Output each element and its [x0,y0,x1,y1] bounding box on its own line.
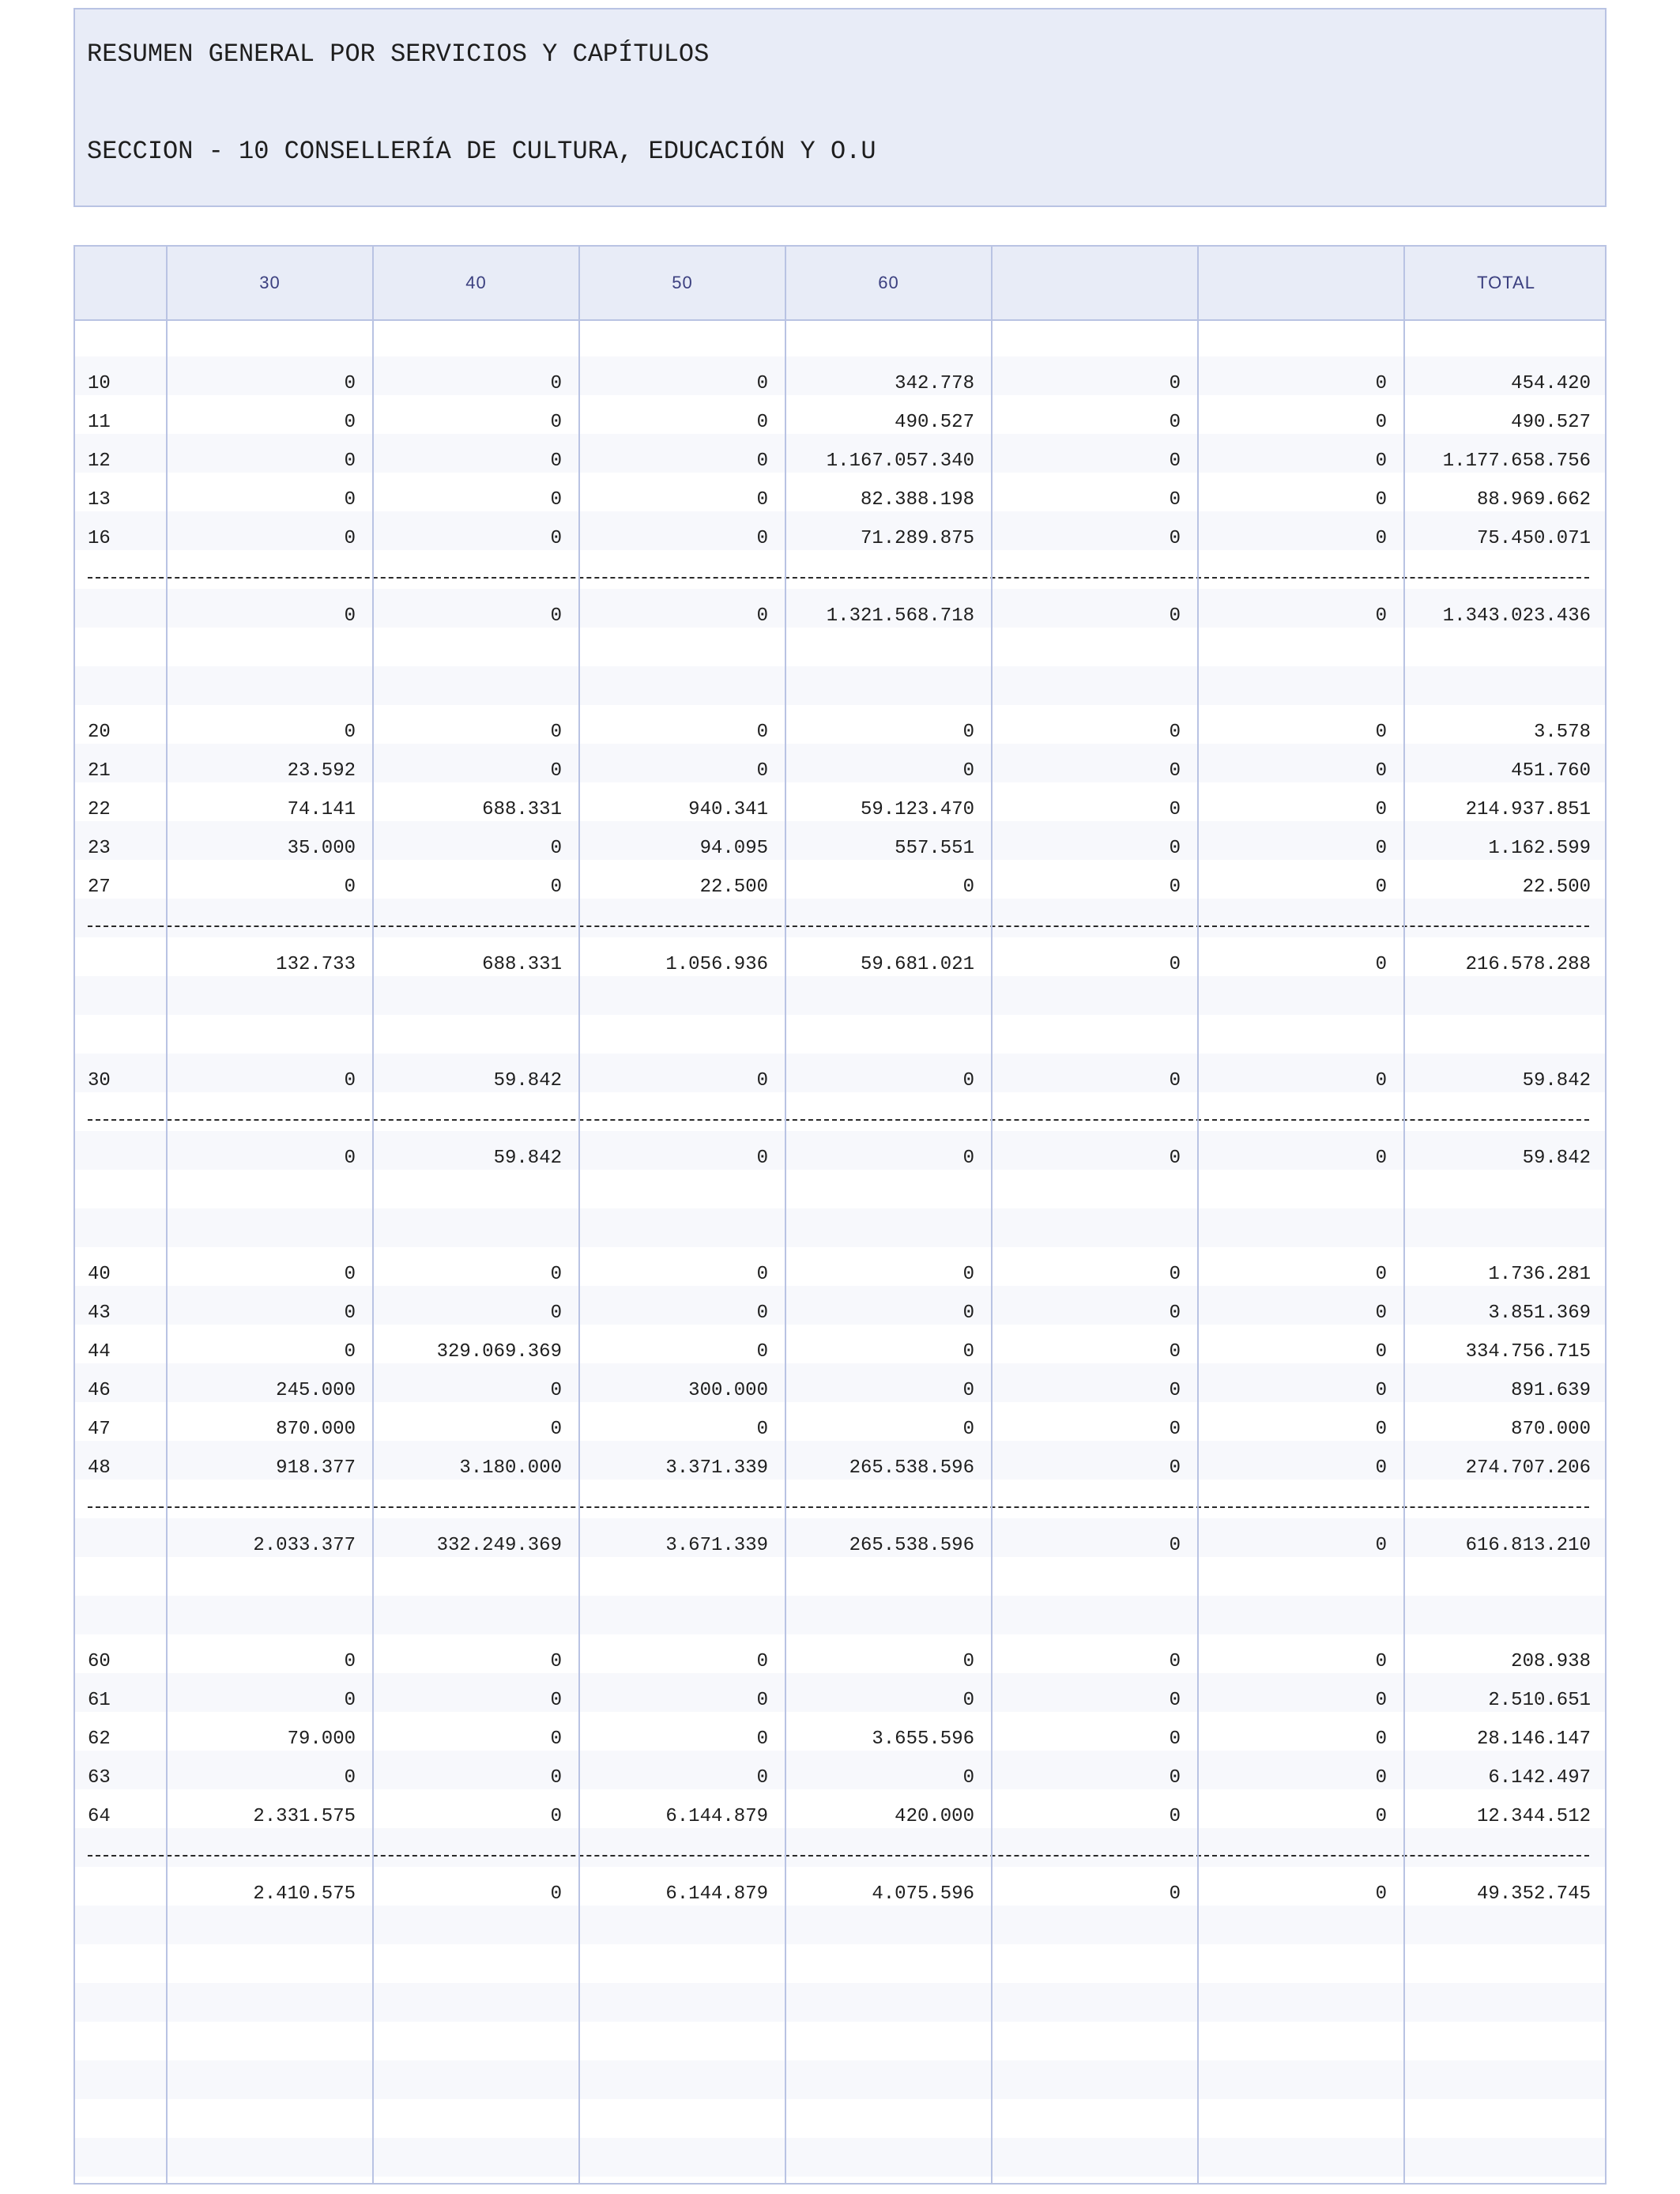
cell-value: 0 [550,373,562,394]
table-row [75,1449,1605,1487]
cell-value: 0 [550,489,562,511]
column-header-7: TOTAL [1477,273,1535,292]
row-band [75,1208,1605,1247]
cell-value: 59.842 [1522,1148,1591,1169]
cell-value: 0 [756,1341,768,1363]
cell-value: 4.075.596 [872,1883,974,1905]
row-code: 21 [88,760,111,782]
row-code: 30 [88,1070,111,1091]
cell-value: 3.851.369 [1488,1302,1591,1324]
cell-value: 0 [1375,412,1387,433]
cell-value: 0 [756,605,768,627]
cell-value: 0 [550,605,562,627]
cell-value: 0 [550,1419,562,1440]
cell-value: 3.671.339 [665,1535,768,1556]
cell-value: 0 [344,722,356,743]
cell-value: 0 [756,1070,768,1091]
cell-value: 0 [550,1690,562,1711]
cell-value: 0 [756,1148,768,1169]
cell-value: 334.756.715 [1465,1341,1591,1363]
cell-value: 28.146.147 [1476,1728,1591,1750]
cell-value: 0 [1375,1651,1387,1672]
cell-value: 79.000 [287,1728,356,1750]
cell-value: 0 [756,412,768,433]
cell-value: 0 [1375,1690,1387,1711]
row-code: 62 [88,1728,111,1750]
cell-value: 918.377 [276,1457,356,1479]
cell-value: 0 [962,760,974,782]
cell-value: 74.141 [287,799,356,820]
cell-value: 0 [962,1419,974,1440]
cell-value: 3.180.000 [459,1457,562,1479]
table-row [75,1642,1605,1681]
cell-value: 0 [756,760,768,782]
table-row [75,1294,1605,1333]
cell-value: 75.450.071 [1476,528,1591,549]
cell-value: 490.527 [895,412,974,433]
cell-value: 0 [756,1264,768,1285]
cell-value: 1.167.057.340 [826,450,974,472]
cell-value: 0 [1169,760,1181,782]
row-code: 22 [88,799,111,820]
cell-value: 3.655.596 [872,1728,974,1750]
row-band [75,1596,1605,1634]
subtotal-row [75,945,1605,984]
column-header-3: 50 [672,273,693,292]
row-code: 10 [88,373,111,394]
cell-value: 0 [962,1690,974,1711]
table-header [75,247,1605,321]
cell-value: 1.321.568.718 [826,605,974,627]
cell-value: 0 [1375,1148,1387,1169]
cell-value: 0 [1169,605,1181,627]
cell-value: 245.000 [276,1380,356,1401]
row-band [75,666,1605,705]
cell-value: 6.144.879 [665,1806,768,1827]
cell-value: 0 [962,1380,974,1401]
cell-value: 300.000 [688,1380,768,1401]
row-code [88,1875,160,1913]
report-title: RESUMEN GENERAL POR SERVICIOS Y CAPÍTULOS [87,40,710,69]
cell-value: 0 [1169,489,1181,511]
column-divider [578,247,580,2183]
cell-value: 0 [344,1148,356,1169]
cell-value: 870.000 [1511,1419,1591,1440]
row-code: 46 [88,1380,111,1401]
table-row [75,1410,1605,1449]
cell-value: 940.341 [688,799,768,820]
column-divider [166,247,168,2183]
subtotal-row [75,1139,1605,1178]
cell-value: 0 [344,1767,356,1789]
cell-value: 0 [550,1728,562,1750]
row-code: 44 [88,1341,111,1363]
column-header-4: 60 [878,273,899,292]
cell-value: 22.500 [699,876,768,898]
cell-value: 0 [1375,876,1387,898]
row-band [75,2060,1605,2099]
cell-value: 0 [1375,1728,1387,1750]
cell-value: 0 [962,876,974,898]
cell-value: 0 [344,489,356,511]
cell-value: 0 [344,1690,356,1711]
cell-value: 0 [1375,1883,1387,1905]
column-divider [785,247,786,2183]
cell-value: 0 [550,760,562,782]
cell-value: 0 [1375,1767,1387,1789]
cell-value: 3.371.339 [665,1457,768,1479]
cell-value: 0 [1169,373,1181,394]
cell-value: 0 [1375,760,1387,782]
cell-value: 0 [1169,799,1181,820]
cell-value: 0 [1169,1767,1181,1789]
cell-value: 0 [1375,450,1387,472]
cell-value: 59.842 [493,1148,562,1169]
cell-value: 0 [344,412,356,433]
cell-value: 49.352.745 [1476,1883,1591,1905]
cell-value: 2.510.651 [1488,1690,1591,1711]
row-code: 63 [88,1767,111,1789]
column-header-5 [992,247,1198,319]
cell-value: 688.331 [482,954,562,975]
cell-value: 0 [550,1380,562,1401]
cell-value: 0 [1169,1535,1181,1556]
subtotal-separator [88,577,1589,579]
cell-value: 0 [962,1341,974,1363]
cell-value: 0 [344,1341,356,1363]
cell-value: 0 [1375,605,1387,627]
column-divider [991,247,993,2183]
cell-value: 0 [756,1302,768,1324]
cell-value: 0 [756,528,768,549]
row-band [75,2138,1605,2177]
subtotal-separator [88,925,1589,927]
cell-value: 870.000 [276,1419,356,1440]
cell-value: 1.343.023.436 [1442,605,1591,627]
cell-value: 0 [1169,1419,1181,1440]
cell-value: 132.733 [276,954,356,975]
cell-value: 0 [1375,1419,1387,1440]
cell-value: 22.500 [1522,876,1591,898]
row-code [88,1526,160,1565]
table-row [75,1061,1605,1100]
table-row [75,868,1605,907]
cell-value: 23.592 [287,760,356,782]
cell-value: 891.639 [1511,1380,1591,1401]
cell-value: 0 [550,876,562,898]
cell-value: 0 [344,450,356,472]
cell-value: 0 [756,1419,768,1440]
column-header-2: 40 [465,273,487,292]
table-row [75,1371,1605,1410]
row-code: 43 [88,1302,111,1324]
cell-value: 0 [1375,1070,1387,1091]
cell-value: 0 [1375,1302,1387,1324]
cell-value: 0 [344,1651,356,1672]
cell-value: 0 [344,373,356,394]
report-header [73,8,1607,207]
row-code: 61 [88,1690,111,1711]
row-code: 48 [88,1457,111,1479]
cell-value: 0 [1375,1341,1387,1363]
cell-value: 0 [962,722,974,743]
cell-value: 216.578.288 [1465,954,1591,975]
cell-value: 1.162.599 [1488,838,1591,859]
cell-value: 6.142.497 [1488,1767,1591,1789]
cell-value: 0 [1169,1070,1181,1091]
cell-value: 0 [962,1767,974,1789]
cell-value: 0 [1375,1535,1387,1556]
cell-value: 0 [1375,1806,1387,1827]
cell-value: 420.000 [895,1806,974,1827]
table-row [75,1720,1605,1759]
table-row [75,1681,1605,1720]
cell-value: 0 [1375,1457,1387,1479]
cell-value: 0 [1375,489,1387,511]
cell-value: 0 [1375,722,1387,743]
cell-value: 0 [962,1070,974,1091]
cell-value: 0 [1169,450,1181,472]
cell-value: 0 [344,528,356,549]
subtotal-separator [88,1506,1589,1508]
cell-value: 0 [962,1264,974,1285]
cell-value: 0 [1169,1457,1181,1479]
cell-value: 0 [1375,1264,1387,1285]
cell-value: 0 [962,1148,974,1169]
cell-value: 0 [756,722,768,743]
row-code: 40 [88,1264,111,1285]
cell-value: 0 [756,1690,768,1711]
summary-table [73,245,1607,2185]
cell-value: 265.538.596 [849,1457,974,1479]
cell-value: 0 [1169,1883,1181,1905]
cell-value: 0 [550,1767,562,1789]
column-divider [1197,247,1199,2183]
cell-value: 0 [1169,1651,1181,1672]
row-code [88,945,160,984]
table-row [75,713,1605,752]
row-code: 27 [88,876,111,898]
row-code [88,597,160,635]
row-code: 16 [88,528,111,549]
cell-value: 342.778 [895,373,974,394]
cell-value: 0 [962,1302,974,1324]
table-row [75,829,1605,868]
cell-value: 557.551 [895,838,974,859]
cell-value: 0 [550,1651,562,1672]
cell-value: 0 [1169,1302,1181,1324]
cell-value: 0 [1169,412,1181,433]
row-code [88,1139,160,1178]
cell-value: 1.736.281 [1488,1264,1591,1285]
cell-value: 0 [550,412,562,433]
cell-value: 2.033.377 [253,1535,356,1556]
row-band [75,1983,1605,2022]
row-code: 20 [88,722,111,743]
cell-value: 0 [1169,1264,1181,1285]
cell-value: 59.123.470 [860,799,974,820]
cell-value: 265.538.596 [849,1535,974,1556]
cell-value: 0 [1169,1341,1181,1363]
cell-value: 0 [1169,528,1181,549]
section-title: SECCION - 10 CONSELLERÍA DE CULTURA, EDUCACIÓN Y O.U [87,137,876,166]
table-row [75,1797,1605,1836]
table-row [75,403,1605,442]
cell-value: 274.707.206 [1465,1457,1591,1479]
cell-value: 88.969.662 [1476,489,1591,511]
column-divider [1403,247,1405,2183]
cell-value: 2.410.575 [253,1883,356,1905]
cell-value: 0 [550,722,562,743]
row-code: 11 [88,412,111,433]
cell-value: 1.056.936 [665,954,768,975]
cell-value: 0 [550,1264,562,1285]
row-code: 12 [88,450,111,472]
cell-value: 0 [1169,1806,1181,1827]
table-row [75,442,1605,481]
cell-value: 0 [550,528,562,549]
table-row [75,1255,1605,1294]
cell-value: 0 [1169,1148,1181,1169]
row-code: 13 [88,489,111,511]
column-divider [372,247,374,2183]
cell-value: 0 [550,1302,562,1324]
cell-value: 0 [1169,838,1181,859]
table-row [75,790,1605,829]
cell-value: 0 [344,605,356,627]
row-code: 60 [88,1651,111,1672]
cell-value: 329.069.369 [436,1341,562,1363]
cell-value: 616.813.210 [1465,1535,1591,1556]
cell-value: 71.289.875 [860,528,974,549]
cell-value: 332.249.369 [436,1535,562,1556]
cell-value: 0 [756,1728,768,1750]
cell-value: 3.578 [1533,722,1591,743]
cell-value: 0 [1375,799,1387,820]
cell-value: 0 [1375,838,1387,859]
cell-value: 35.000 [287,838,356,859]
table-row [75,752,1605,790]
cell-value: 0 [344,1264,356,1285]
cell-value: 0 [344,876,356,898]
cell-value: 0 [756,373,768,394]
cell-value: 208.938 [1511,1651,1591,1672]
cell-value: 0 [1169,876,1181,898]
cell-value: 0 [1169,954,1181,975]
column-header-6 [1198,247,1404,319]
subtotal-separator [88,1119,1589,1121]
cell-value: 214.937.851 [1465,799,1591,820]
cell-value: 0 [1169,722,1181,743]
cell-value: 59.842 [1522,1070,1591,1091]
table-row [75,481,1605,519]
cell-value: 0 [1169,1690,1181,1711]
cell-value: 0 [756,450,768,472]
cell-value: 454.420 [1511,373,1591,394]
cell-value: 0 [756,489,768,511]
cell-value: 1.177.658.756 [1442,450,1591,472]
cell-value: 0 [550,1883,562,1905]
cell-value: 0 [1375,1380,1387,1401]
column-header-0 [75,247,167,319]
cell-value: 0 [1169,1728,1181,1750]
cell-value: 0 [550,1806,562,1827]
cell-value: 0 [1375,373,1387,394]
subtotal-row [75,1875,1605,1913]
cell-value: 451.760 [1511,760,1591,782]
cell-value: 0 [1375,528,1387,549]
subtotal-row [75,1526,1605,1565]
cell-value: 0 [756,1767,768,1789]
cell-value: 6.144.879 [665,1883,768,1905]
cell-value: 0 [1375,954,1387,975]
subtotal-separator [88,1855,1589,1857]
cell-value: 12.344.512 [1476,1806,1591,1827]
cell-value: 0 [1169,1380,1181,1401]
cell-value: 490.527 [1511,412,1591,433]
cell-value: 0 [756,1651,768,1672]
cell-value: 59.681.021 [860,954,974,975]
cell-value: 0 [344,1302,356,1324]
cell-value: 0 [550,450,562,472]
cell-value: 0 [962,1651,974,1672]
table-row [75,1333,1605,1371]
cell-value: 94.095 [699,838,768,859]
cell-value: 2.331.575 [253,1806,356,1827]
subtotal-row [75,597,1605,635]
table-row [75,364,1605,403]
row-code: 47 [88,1419,111,1440]
table-row [75,1759,1605,1797]
cell-value: 688.331 [482,799,562,820]
row-code: 23 [88,838,111,859]
column-header-1: 30 [259,273,281,292]
row-code: 64 [88,1806,111,1827]
cell-value: 0 [344,1070,356,1091]
table-row [75,519,1605,558]
cell-value: 59.842 [493,1070,562,1091]
cell-value: 82.388.198 [860,489,974,511]
cell-value: 0 [550,838,562,859]
